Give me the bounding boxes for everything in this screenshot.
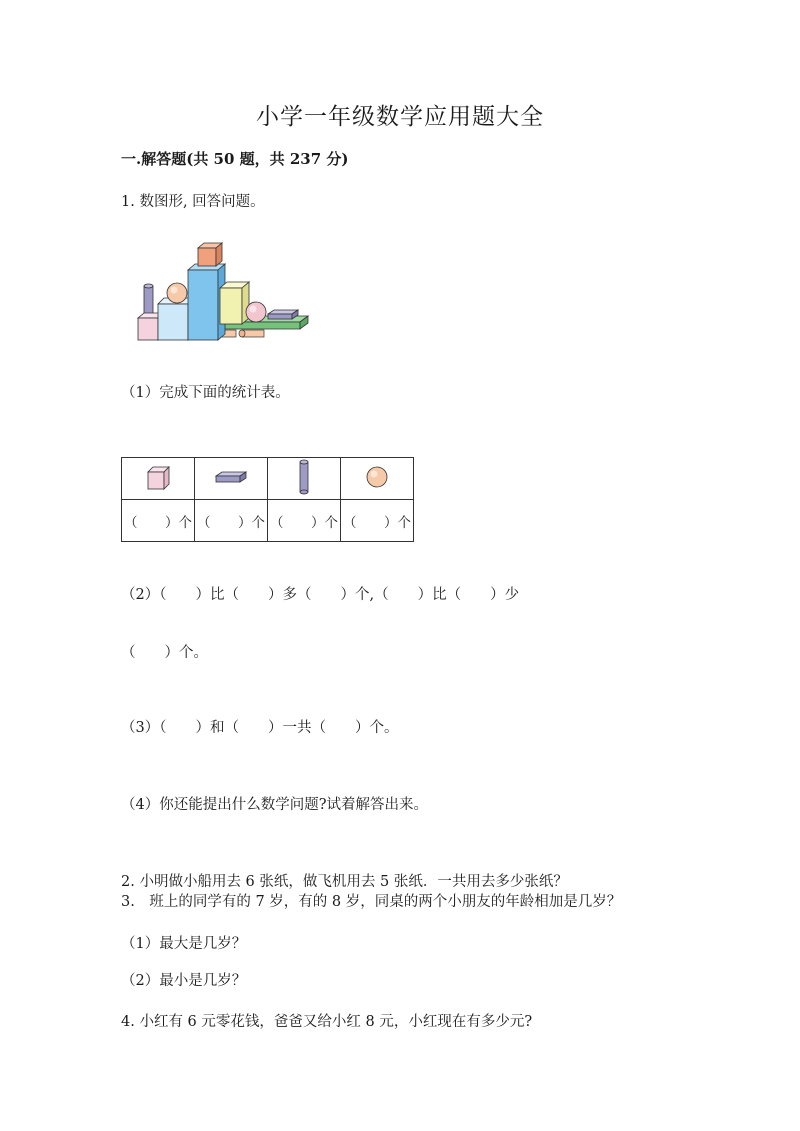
table-row xyxy=(122,500,414,542)
orange-cube xyxy=(198,243,222,266)
pink-sphere xyxy=(246,302,266,322)
blank-cell: （ ）个 xyxy=(268,500,341,542)
question-3-part-2: （2）最小是几岁？ xyxy=(121,973,247,989)
purple-flat-cuboid xyxy=(268,310,298,319)
cylinder-icon xyxy=(297,459,311,495)
blank-cell: （ ）个 xyxy=(122,500,195,542)
cube-icon xyxy=(143,462,173,492)
question-3: 3. 班上的同学有的 7 岁，有的 8 岁，同桌的两个小朋友的年龄相加是几岁？ xyxy=(121,894,622,910)
table-cell xyxy=(195,458,268,500)
blue-cuboid xyxy=(188,264,225,340)
table-cell xyxy=(122,458,195,500)
shapes-illustration xyxy=(130,238,310,346)
section-heading: 一.解答题(共 50 题，共 237 分) xyxy=(121,150,349,168)
yellow-cuboid xyxy=(220,282,249,324)
page-title: 小学一年级数学应用题大全 xyxy=(256,104,544,130)
question-1-part-2: （2）（ ）比（ ）多（ ）个,（ ）比（ ）少 xyxy=(121,587,520,603)
question-1-part-4: （4）你还能提出什么数学问题?试着解答出来。 xyxy=(121,797,428,813)
question-3-part-1: （1）最大是几岁？ xyxy=(121,936,247,952)
blank-cell: （ ）个 xyxy=(195,500,268,542)
question-1-part-3: （3）（ ）和（ ）一共（ ）个。 xyxy=(121,720,399,736)
statistics-table xyxy=(121,457,414,542)
table-cell xyxy=(341,458,414,500)
question-2: 2. 小明做小船用去 6 张纸，做飞机用去 5 张纸．一共用去多少张纸？ xyxy=(121,874,568,890)
cuboid-icon xyxy=(213,467,249,487)
peach-sphere-top xyxy=(167,283,187,303)
question-1-part-2-cont: （ ）个。 xyxy=(121,645,208,661)
sphere-icon xyxy=(364,464,390,490)
question-1: 1. 数图形, 回答问题。 xyxy=(121,194,265,210)
table-row xyxy=(122,458,414,500)
question-1-part-1: （1）完成下面的统计表。 xyxy=(121,385,290,401)
blank-cell: （ ）个 xyxy=(341,500,414,542)
table-cell xyxy=(268,458,341,500)
question-4: 4. 小红有 6 元零花钱，爸爸又给小红 8 元，小红现在有多少元? xyxy=(121,1014,533,1030)
